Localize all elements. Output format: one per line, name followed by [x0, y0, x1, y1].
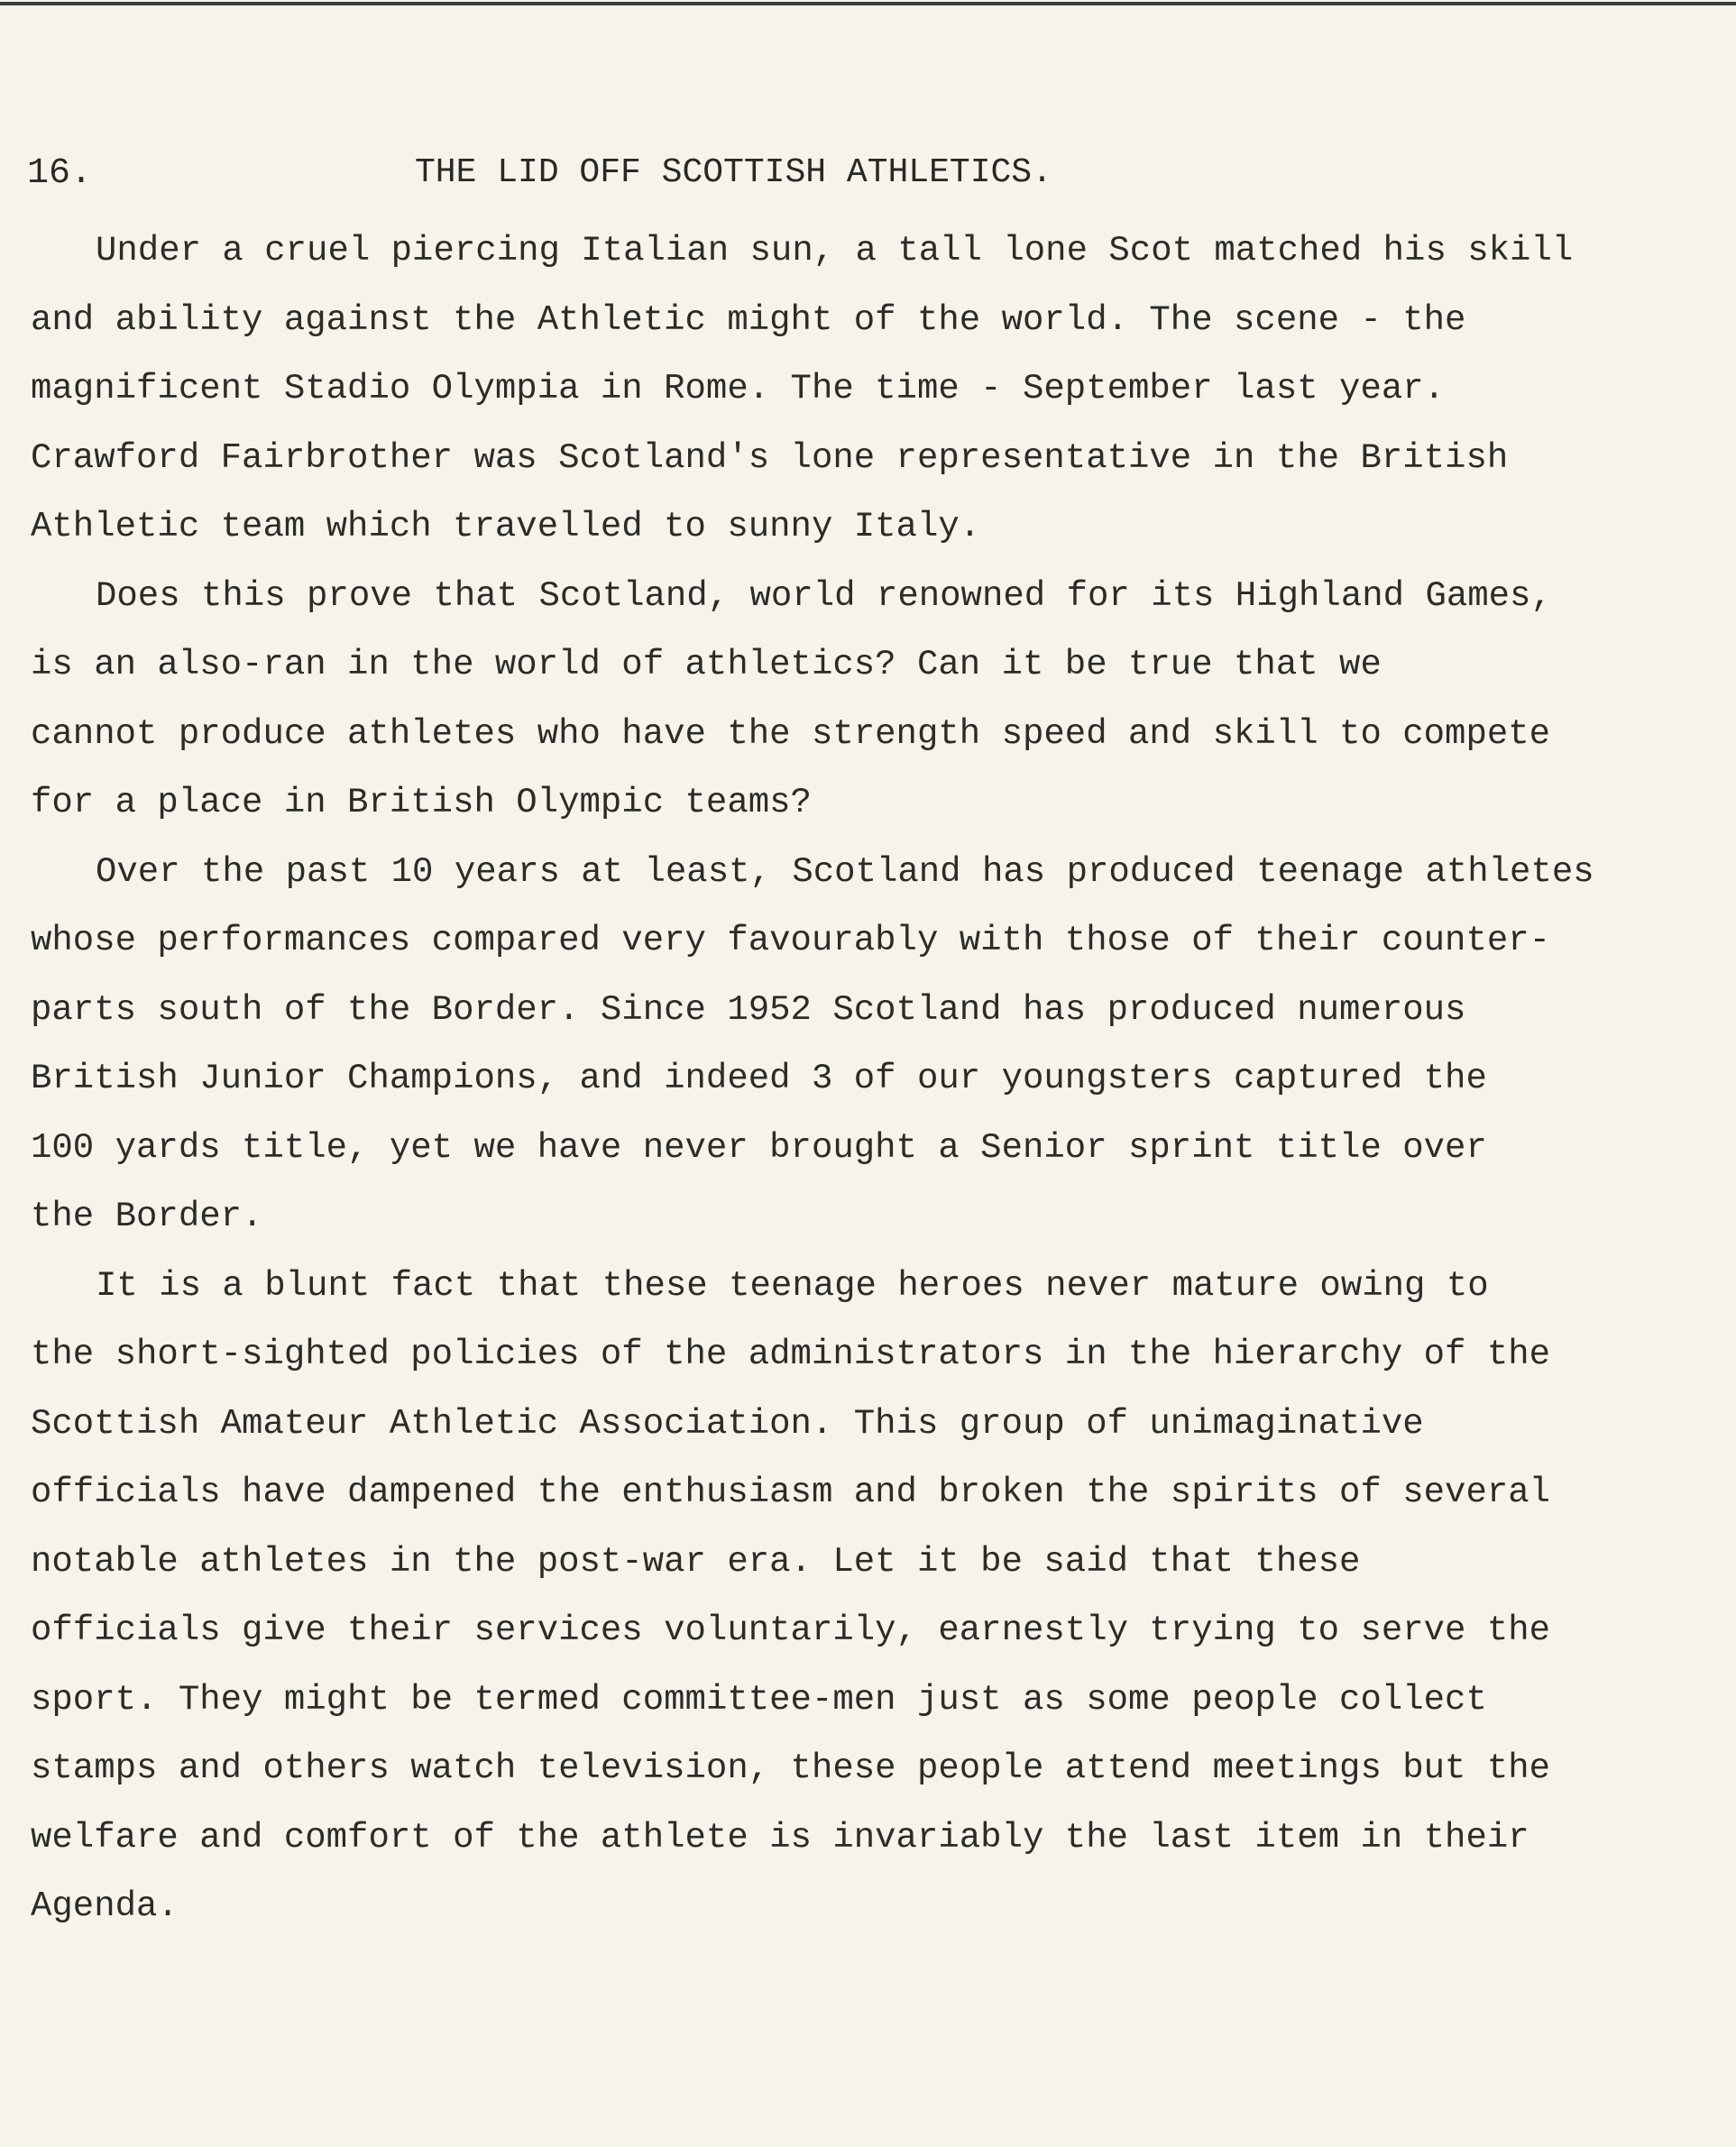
article-body — [31, 216, 1708, 1941]
text-line: Does this prove that Scotland, world renowned for its Highland Games, — [96, 575, 1552, 616]
text-line: stamps and others watch television, these people attend meetings but the — [31, 1748, 1551, 1788]
text-line: welfare and comfort of the athlete is invariably the last item in their — [31, 1817, 1529, 1858]
text-line: Crawford Fairbrother was Scotland's lone representative in the British — [31, 437, 1509, 478]
text-line: It is a blunt fact that these teenage heroes never mature owing to — [96, 1265, 1489, 1306]
text-line: whose performances compared very favourably with those of their counter- — [31, 921, 1551, 960]
paragraph-1 — [31, 216, 1708, 562]
text-line: the short-sighted policies of the administrators in the hierarchy of the — [31, 1335, 1551, 1374]
page-header — [27, 146, 1722, 200]
text-line: Over the past 10 years at least, Scotland has produced teenage athletes — [96, 851, 1594, 892]
text-line: officials have dampened the enthusiasm and broken the spirits of several — [31, 1473, 1551, 1512]
text-line: and ability against the Athletic might of the world. The scene - the — [31, 299, 1466, 340]
paragraph-4 — [31, 1252, 1708, 1941]
page-number: 16. — [27, 153, 93, 194]
page-title: THE LID OFF SCOTTISH ATHLETICS. — [415, 153, 1052, 192]
text-line: parts south of the Border. Since 1952 Scotland has produced numerous — [31, 989, 1466, 1030]
text-line: Scottish Amateur Athletic Association. This group of unimaginative — [31, 1403, 1424, 1444]
text-line: Athletic team which travelled to sunny Italy. — [31, 507, 981, 546]
text-line: notable athletes in the post-war era. Let it be said that these — [31, 1541, 1361, 1582]
text-line: cannot produce athletes who have the strength speed and skill to compete — [31, 713, 1551, 754]
text-line: for a place in British Olympic teams? — [31, 783, 812, 822]
text-line: the Border. — [31, 1197, 263, 1236]
top-border-rule — [0, 2, 1736, 5]
text-line: Under a cruel piercing Italian sun, a tall lone Scot matched his skill — [96, 231, 1574, 271]
paragraph-3 — [31, 838, 1708, 1252]
text-line: is an also-ran in the world of athletics? Can it be true that we — [31, 645, 1382, 684]
text-line: British Junior Champions, and indeed 3 of our youngsters captured the — [31, 1059, 1487, 1098]
text-line: sport. They might be termed committee-men just as some people collect — [31, 1679, 1487, 1720]
text-line: Agenda. — [31, 1886, 179, 1926]
text-line: 100 yards title, yet we have never brought a Senior sprint title over — [31, 1127, 1487, 1168]
text-line: magnificent Stadio Olympia in Rome. The time - September last year. — [31, 369, 1446, 408]
text-line: officials give their services voluntarily, earnestly trying to serve the — [31, 1610, 1551, 1650]
paragraph-2 — [31, 562, 1708, 838]
